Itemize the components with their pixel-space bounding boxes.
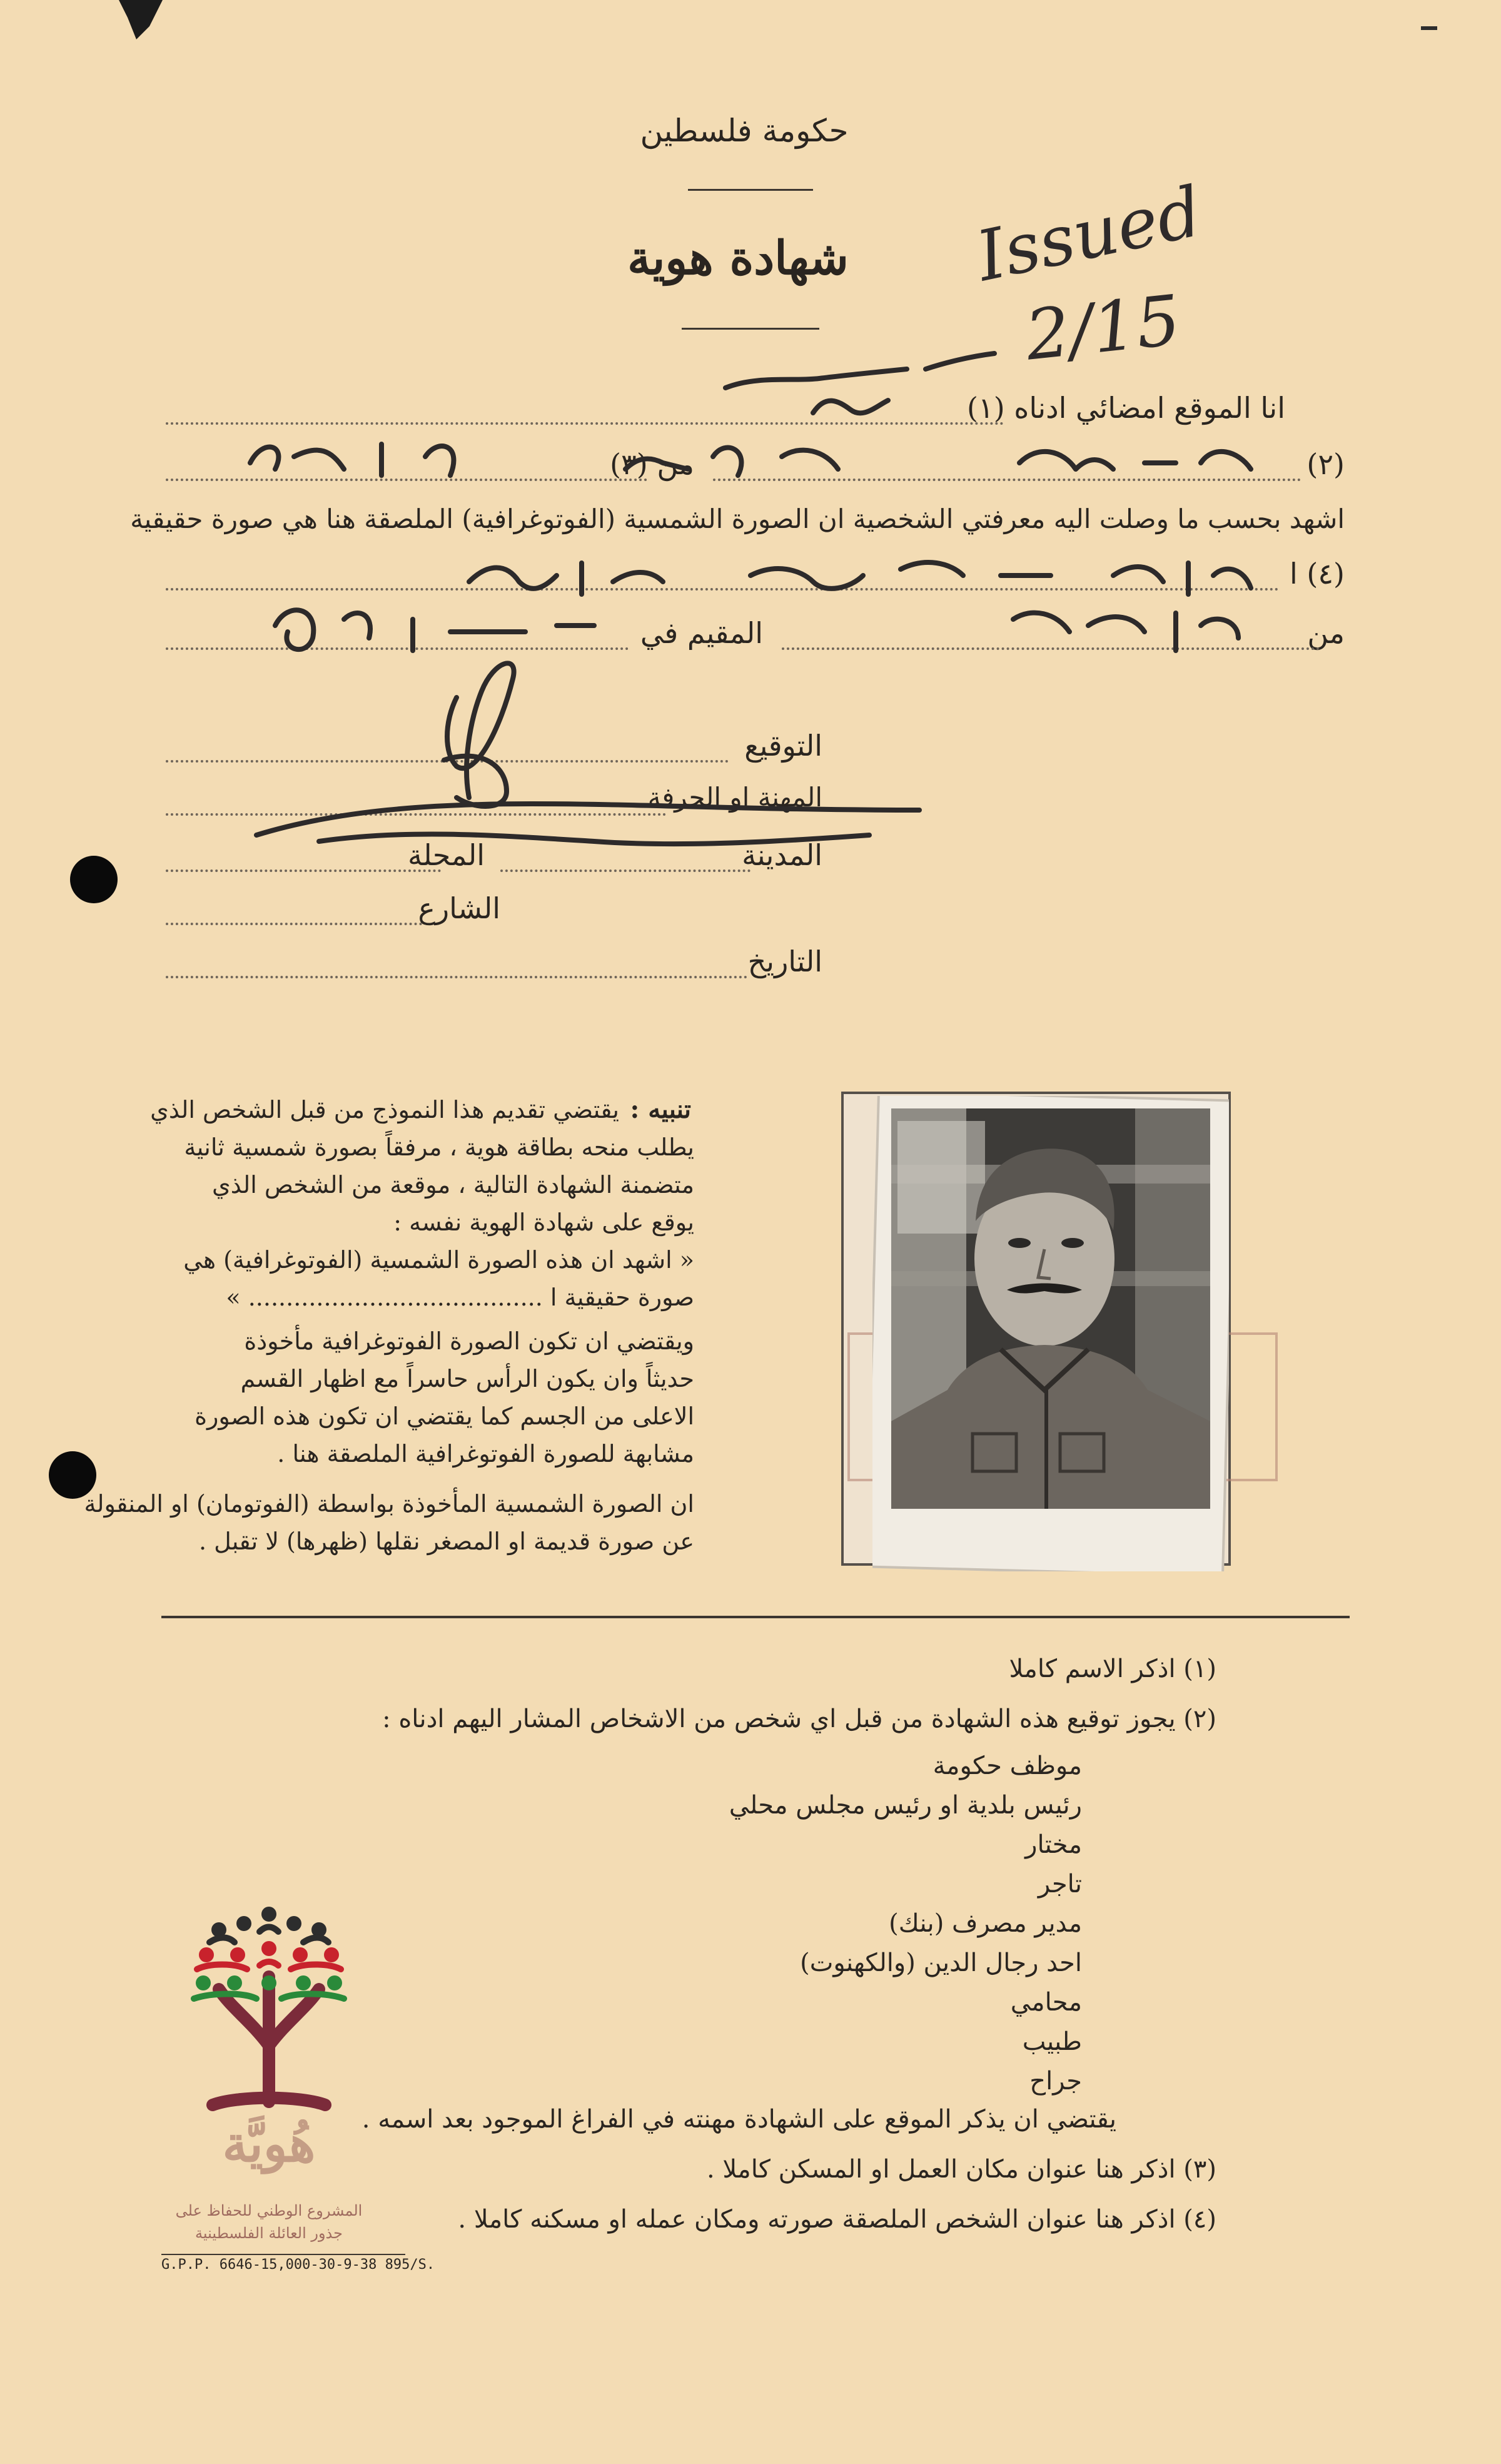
label-footnote-4: (٤) ا — [1289, 557, 1345, 591]
label-certification-statement: اشهد بحسب ما وصلت اليه معرفتي الشخصية ان الصورة الشمسية (الفوتوغرافية) الملصقة هنا هي صورة حقيقية — [130, 504, 1345, 534]
footnote-4: (٤) اذكر هنا عنوان الشخص الملصقة صورته ومكان عمله او مسكنه كاملا . — [458, 2205, 1216, 2234]
section-divider — [161, 1616, 1350, 1618]
handwritten-date: 2/15 — [1021, 280, 1185, 376]
footnote-2: (٢) يجوز توقيع هذه الشهادة من قبل اي شخص من الاشخاص المشار اليهم ادناه : — [382, 1705, 1216, 1733]
header-divider — [688, 189, 813, 191]
handwritten-issued-note: Issued — [969, 171, 1209, 297]
signer-type-clergy: احد رجال الدين (والكهنوت) — [800, 1949, 1082, 1977]
signer-type-mayor: رئيس بلدية او رئيس مجلس محلي — [729, 1791, 1082, 1820]
logo-tagline-2: جذور العائلة الفلسطينية — [195, 2224, 343, 2242]
handwritten-signature — [244, 654, 932, 860]
label-profession: المهنة او الحرفة — [647, 782, 822, 813]
notice-line-9: الاعلى من الجسم كما يقتضي ان تكون هذه الصورة — [195, 1402, 694, 1430]
line-city — [500, 869, 750, 872]
government-header: حكومة فلسطين — [640, 113, 849, 149]
line-street — [166, 923, 422, 925]
signer-type-merchant: تاجر — [1038, 1870, 1082, 1899]
logo-name: هُويَّة — [222, 2114, 316, 2173]
label-undersigned: انا الموقع امضائي ادناه (١) — [967, 391, 1285, 425]
notice-line-8: حديثاً وان يكون الرأس حاسراً مع اظهار القسم — [240, 1365, 694, 1392]
portrait-photo — [872, 1096, 1229, 1571]
notice-label: تنبيه : — [630, 1095, 691, 1124]
notice-line-12: عن صورة قديمة او المصغر نقلها (ظهرها) لا تقبل . — [198, 1528, 694, 1555]
notice-line-10: مشابهة للصورة الفوتوغرافية الملصقة هنا . — [277, 1440, 694, 1468]
signer-type-mukhtar: مختار — [1025, 1830, 1082, 1859]
edge-ink-mark — [1421, 26, 1437, 30]
imprint-underline — [161, 2254, 405, 2255]
label-resident-in: المقيم في — [640, 616, 763, 650]
line-quarter — [166, 869, 441, 872]
line-date — [166, 976, 747, 978]
footnote-3: (٣) اذكر هنا عنوان مكان العمل او المسكن كاملا . — [706, 2155, 1216, 2184]
printer-imprint: G.P.P. 6646-15,000-30-9-38 895/S. — [161, 2257, 435, 2273]
label-footnote-2: (٢) — [1306, 447, 1345, 481]
label-signature: التوقيع — [744, 729, 822, 763]
notice-line-3: متضمنة الشهادة التالية ، موقعة من الشخص الذي — [211, 1171, 694, 1199]
footnote-1: (١) اذكر الاسم كاملا — [1009, 1655, 1216, 1683]
signer-type-government-employee: موظف حكومة — [932, 1752, 1082, 1780]
signer-type-surgeon: جراح — [1029, 2067, 1082, 2096]
notice-line-11: ان الصورة الشمسية المأخوذة بواسطة (الفوتومان) او المنقولة — [84, 1490, 694, 1518]
label-city: المدينة — [742, 838, 822, 872]
notice-line-1: يقتضي تقديم هذا النموذج من قبل الشخص الذي — [150, 1096, 619, 1123]
label-date: التاريخ — [747, 945, 822, 978]
logo-tagline-1: المشروع الوطني للحفاظ على — [175, 2202, 363, 2219]
label-from: من — [1307, 616, 1345, 650]
signer-type-bank-manager: مدير مصرف (بنك) — [889, 1909, 1082, 1938]
signer-type-lawyer: محامي — [1010, 1988, 1082, 2017]
notice-line-2: يطلب منحه بطاقة هوية ، مرفقاً بصورة شمسية ثانية — [184, 1133, 694, 1161]
notice-line-7: ويقتضي ان تكون الصورة الفوتوغرافية مأخوذة — [244, 1327, 694, 1355]
notice-line-4: يوقع على شهادة الهوية نفسه : — [393, 1209, 694, 1236]
punch-hole-top — [70, 856, 118, 903]
title-divider — [682, 328, 819, 330]
footnote-2-closing: يقتضي ان يذكر الموقع على الشهادة مهنته في الفراغ الموجود بعد اسمه . — [361, 2105, 1116, 2134]
corner-ink-mark — [119, 0, 163, 44]
label-from-3: من (٣) — [610, 447, 694, 481]
notice-line-6: صورة حقيقية ا ....................................... » — [226, 1284, 694, 1311]
label-street: الشارع — [418, 891, 500, 925]
signer-type-doctor: طبيب — [1022, 2027, 1082, 2056]
notice-line-5: « اشهد ان هذه الصورة الشمسية (الفوتوغرافية) هي — [183, 1246, 694, 1274]
label-quarter: المحلة — [408, 838, 485, 872]
handwritten-signer-details — [238, 419, 1301, 494]
document-title: شهادة هوية — [627, 231, 849, 285]
family-tree-logo — [175, 1895, 363, 2121]
